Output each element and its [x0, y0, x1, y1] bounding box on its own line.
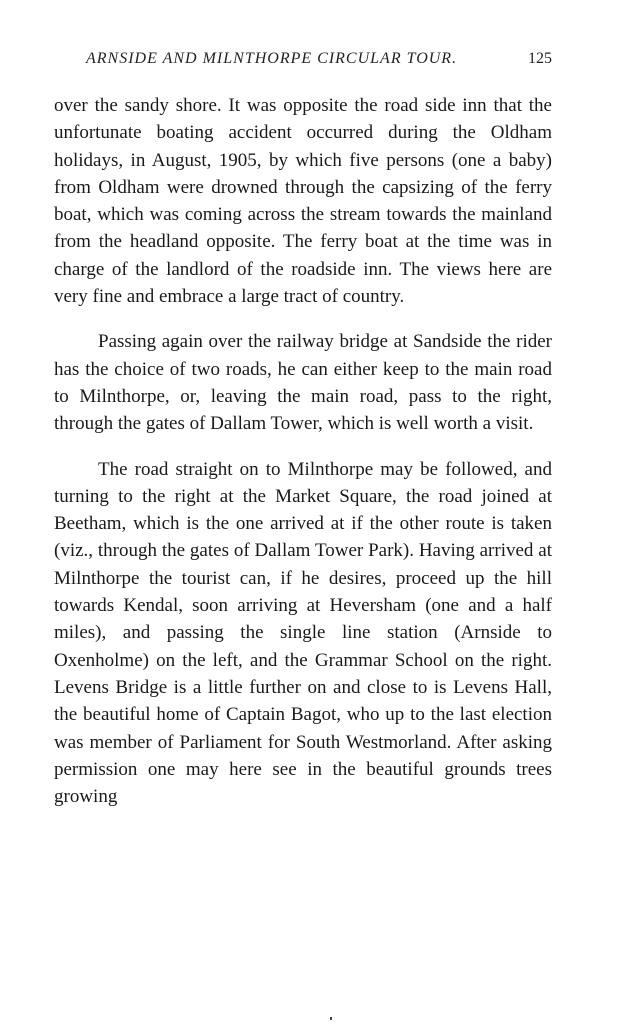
- page-number: 125: [528, 50, 552, 67]
- printer-mark: [330, 1017, 332, 1020]
- body-text: [54, 92, 552, 828]
- running-title: ARNSIDE AND MILNTHORPE CIRCULAR TOUR.: [86, 50, 458, 67]
- running-head: [86, 50, 552, 68]
- paragraph-1: over the sandy shore. It was opposite the road side inn that the unfortunate boating accident occurred during the Oldham holidays, in August, 1905, by which five persons (one a baby) from Oldham were drowned through the capsizing of the ferry boat, which was coming across the stream towards the mainland from the headland opposite. The ferry boat at the time was in charge of the landlord of the roadside inn. The views here are very fine and embrace a large tract of country.: [54, 95, 552, 308]
- paragraph-3: The road straight on to Milnthorpe may be followed, and turning to the right at the Market Square, the road joined at Beetham, which is the one arrived at if the other route is taken (viz., through the gates of Dallam Tower Park). Having arrived at Milnthorpe the tourist can, if he desires, proceed up the hill towards Kendal, soon arriving at Heversham (one and a half miles), and passing the single line station (Arnside to Oxenholme) on the left, and the Grammar School on the right. Levens Bridge is a little further on and close to is Levens Hall, the beautiful home of Captain Bagot, who up to the last election was member of Parliament for South Westmorland. After asking permission one may here see in the beautiful grounds trees growing: [54, 458, 552, 808]
- paragraph-2: Passing again over the railway bridge at Sandside the rider has the choice of two roads, he can either keep to the main road to Milnthorpe, or, leaving the main road, pass to the right, through the gates of Dallam Tower, which is well worth a visit.: [54, 331, 552, 435]
